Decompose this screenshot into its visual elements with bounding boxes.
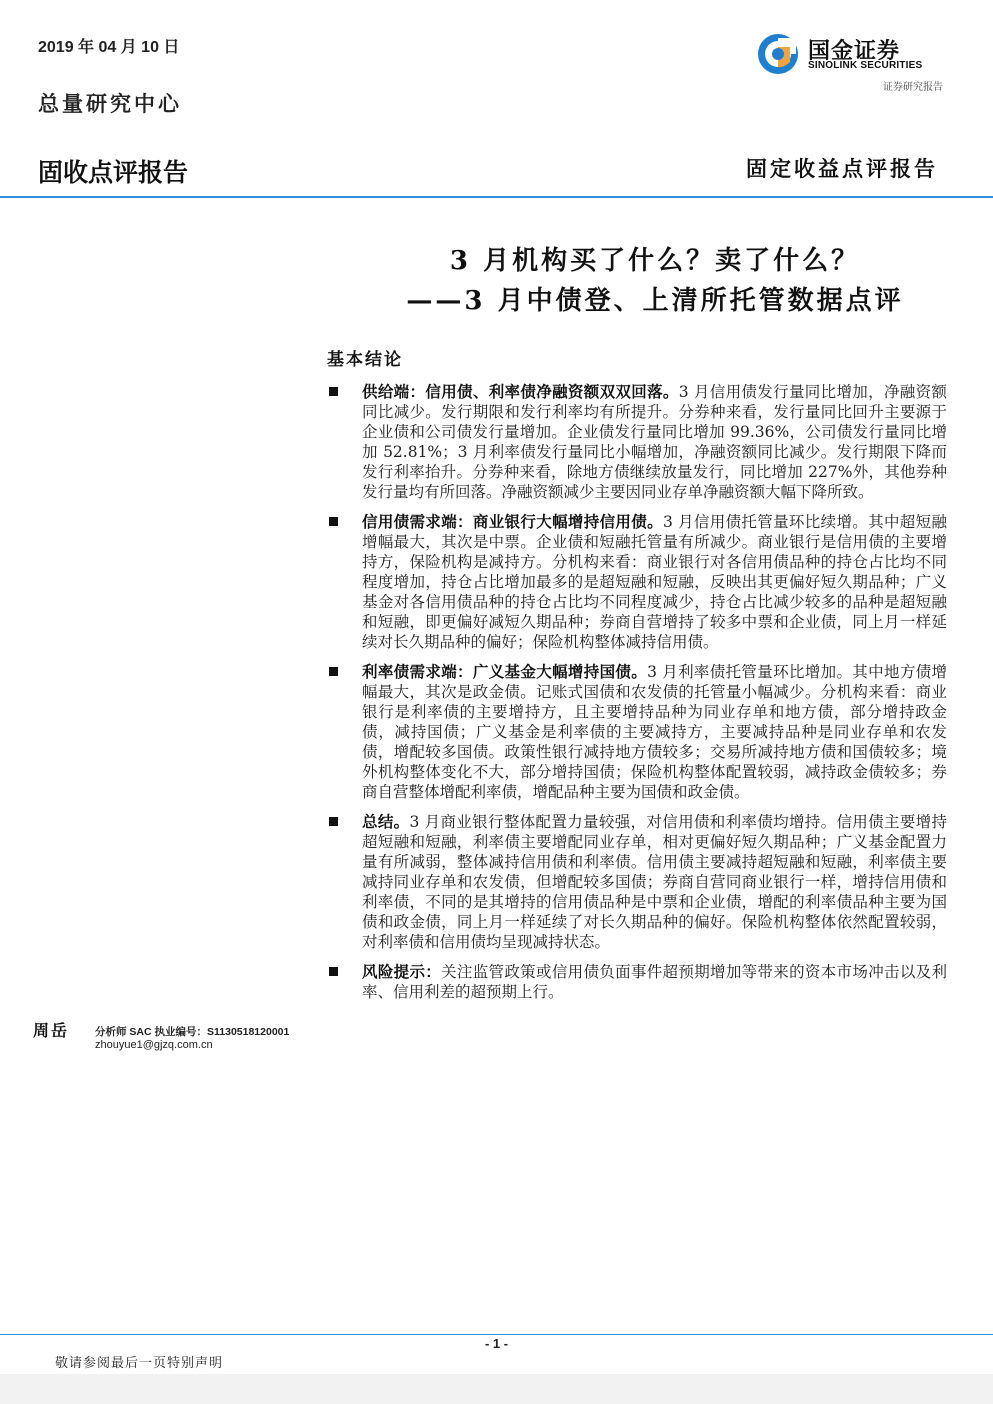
research-department: 总量研究中心	[38, 91, 182, 116]
analyst-name: 周岳	[33, 1021, 70, 1040]
conclusion-text: 关注监管政策或信用债负面事件超预期增加等带来的资本市场冲击以及利率、信用利差的超预期上行。	[362, 963, 947, 1001]
sinolink-logo-icon	[756, 32, 800, 76]
logo-subtitle: 证券研究报告	[883, 82, 943, 93]
conclusion-item	[327, 662, 947, 802]
conclusion-item	[327, 812, 947, 952]
bullet-square-icon	[329, 967, 338, 976]
bullet-square-icon	[329, 817, 338, 826]
header-divider	[0, 196, 993, 198]
conclusion-text: 3 月利率债托管量环比增加。其中地方债增幅最大，其次是政金债。记账式国债和农发债的托管量小幅减少。分机构来看：商业银行是利率债的主要增持方，且主要增持品种为同业存单和地方债，部分增持政金债，减持国债；广义基金是利率债的主要减持方，主要减持品种是同业存单和农发债，增配较多国债。政策性银行减持地方债较多；交易所减持地方债和国债较多；境外机构整体变化不大，部分增持国债；保险机构整体配置较弱，减持政金债较多；券商自营整体增配利率债，增配品种主要为国债和政金债。	[362, 663, 947, 801]
report-subtitle: ——3 月中债登、上清所托管数据点评	[406, 286, 904, 316]
conclusion-lead: 信用债需求端：商业银行大幅增持信用债。	[362, 512, 663, 531]
conclusion-lead: 总结。	[362, 812, 410, 831]
bullet-square-icon	[329, 387, 338, 396]
conclusion-item	[327, 512, 947, 652]
page-number: - 1 -	[484, 1336, 509, 1351]
section-heading: 基本结论	[327, 350, 403, 370]
bullet-square-icon	[329, 667, 338, 676]
conclusion-item	[327, 962, 947, 1002]
footer-disclaimer: 敬请参阅最后一页特别声明	[55, 1356, 224, 1371]
logo-english-name: SINOLINK SECURITIES	[808, 60, 923, 71]
analyst-certificate: 分析师 SAC 执业编号：S1130518120001	[95, 1026, 290, 1038]
report-category: 固定收益点评报告	[746, 156, 938, 181]
conclusion-text: 3 月商业银行整体配置力量较强，对信用债和利率债均增持。信用债主要增持超短融和短融，利率债主要增配同业存单，相对更偏好短久期品种；广义基金配置力量有所减弱，整体减持信用债和利率债。信用债主要减持超短融和短融，利率债主要减持同业存单和农发债，但增配较多国债；券商自营同商业银行一样，增持信用债和利率债，不同的是其增持的信用债品种是中票和企业债，增配的利率债品种主要为国债和政金债，同上月一样延续了对长久期品种的偏好。保险机构整体依然配置较弱，对利率债和信用债均呈现减持状态。	[362, 813, 947, 951]
conclusion-lead: 风险提示：	[362, 962, 442, 981]
footer-divider	[0, 1334, 993, 1335]
analyst-email[interactable]: zhouyue1@gjzq.com.cn	[95, 1039, 213, 1051]
conclusion-text: 3 月信用债托管量环比续增。其中超短融增幅最大，其次是中票。企业债和短融托管量有所减少。商业银行是信用债的主要增持方，保险机构是减持方。分机构来看：商业银行对各信用债品种的持仓占比均不同程度增加，持仓占比增加最多的是超短融和短融，反映出其更偏好短久期品种；广义基金对各信用债品种的持仓占比均不同程度减少，持仓占比减少较多的品种是超短融和短融，即更偏好减短久期品种；券商自营增持了较多中票和企业债，同上月一样延续对长久期品种的偏好；保险机构整体减持信用债。	[362, 513, 947, 651]
conclusion-text: 3 月信用债发行量同比增加，净融资额同比减少。发行期限和发行利率均有所提升。分券种来看，发行量同比回升主要源于企业债和公司债发行量增加。企业债发行量同比增加 99.36%，公司债发行量同比增加 52.81%；3 月利率债发行量同比小幅增加，净融资额同比减少。发行期限下降而发行利率抬升。分券种来看，除地方债继续放量发行，同比增加 227%外，其他券种发行量均有所回落。净融资额减少主要因同业存单净融资额大幅下降所致。	[362, 383, 947, 501]
logo-chinese-name: 国金证券	[808, 39, 901, 64]
conclusion-item	[327, 382, 947, 502]
report-type: 固收点评报告	[38, 158, 189, 187]
conclusion-lead: 供给端：信用债、利率债净融资额双双回落。	[362, 382, 679, 401]
conclusion-list	[327, 382, 947, 1012]
bullet-square-icon	[329, 517, 338, 526]
report-title: 3 月机构买了什么？卖了什么？	[449, 246, 861, 276]
report-date: 2019 年 04 月 10 日	[38, 39, 180, 56]
conclusion-lead: 利率债需求端：广义基金大幅增持国债。	[362, 662, 648, 681]
company-logo	[756, 32, 956, 80]
